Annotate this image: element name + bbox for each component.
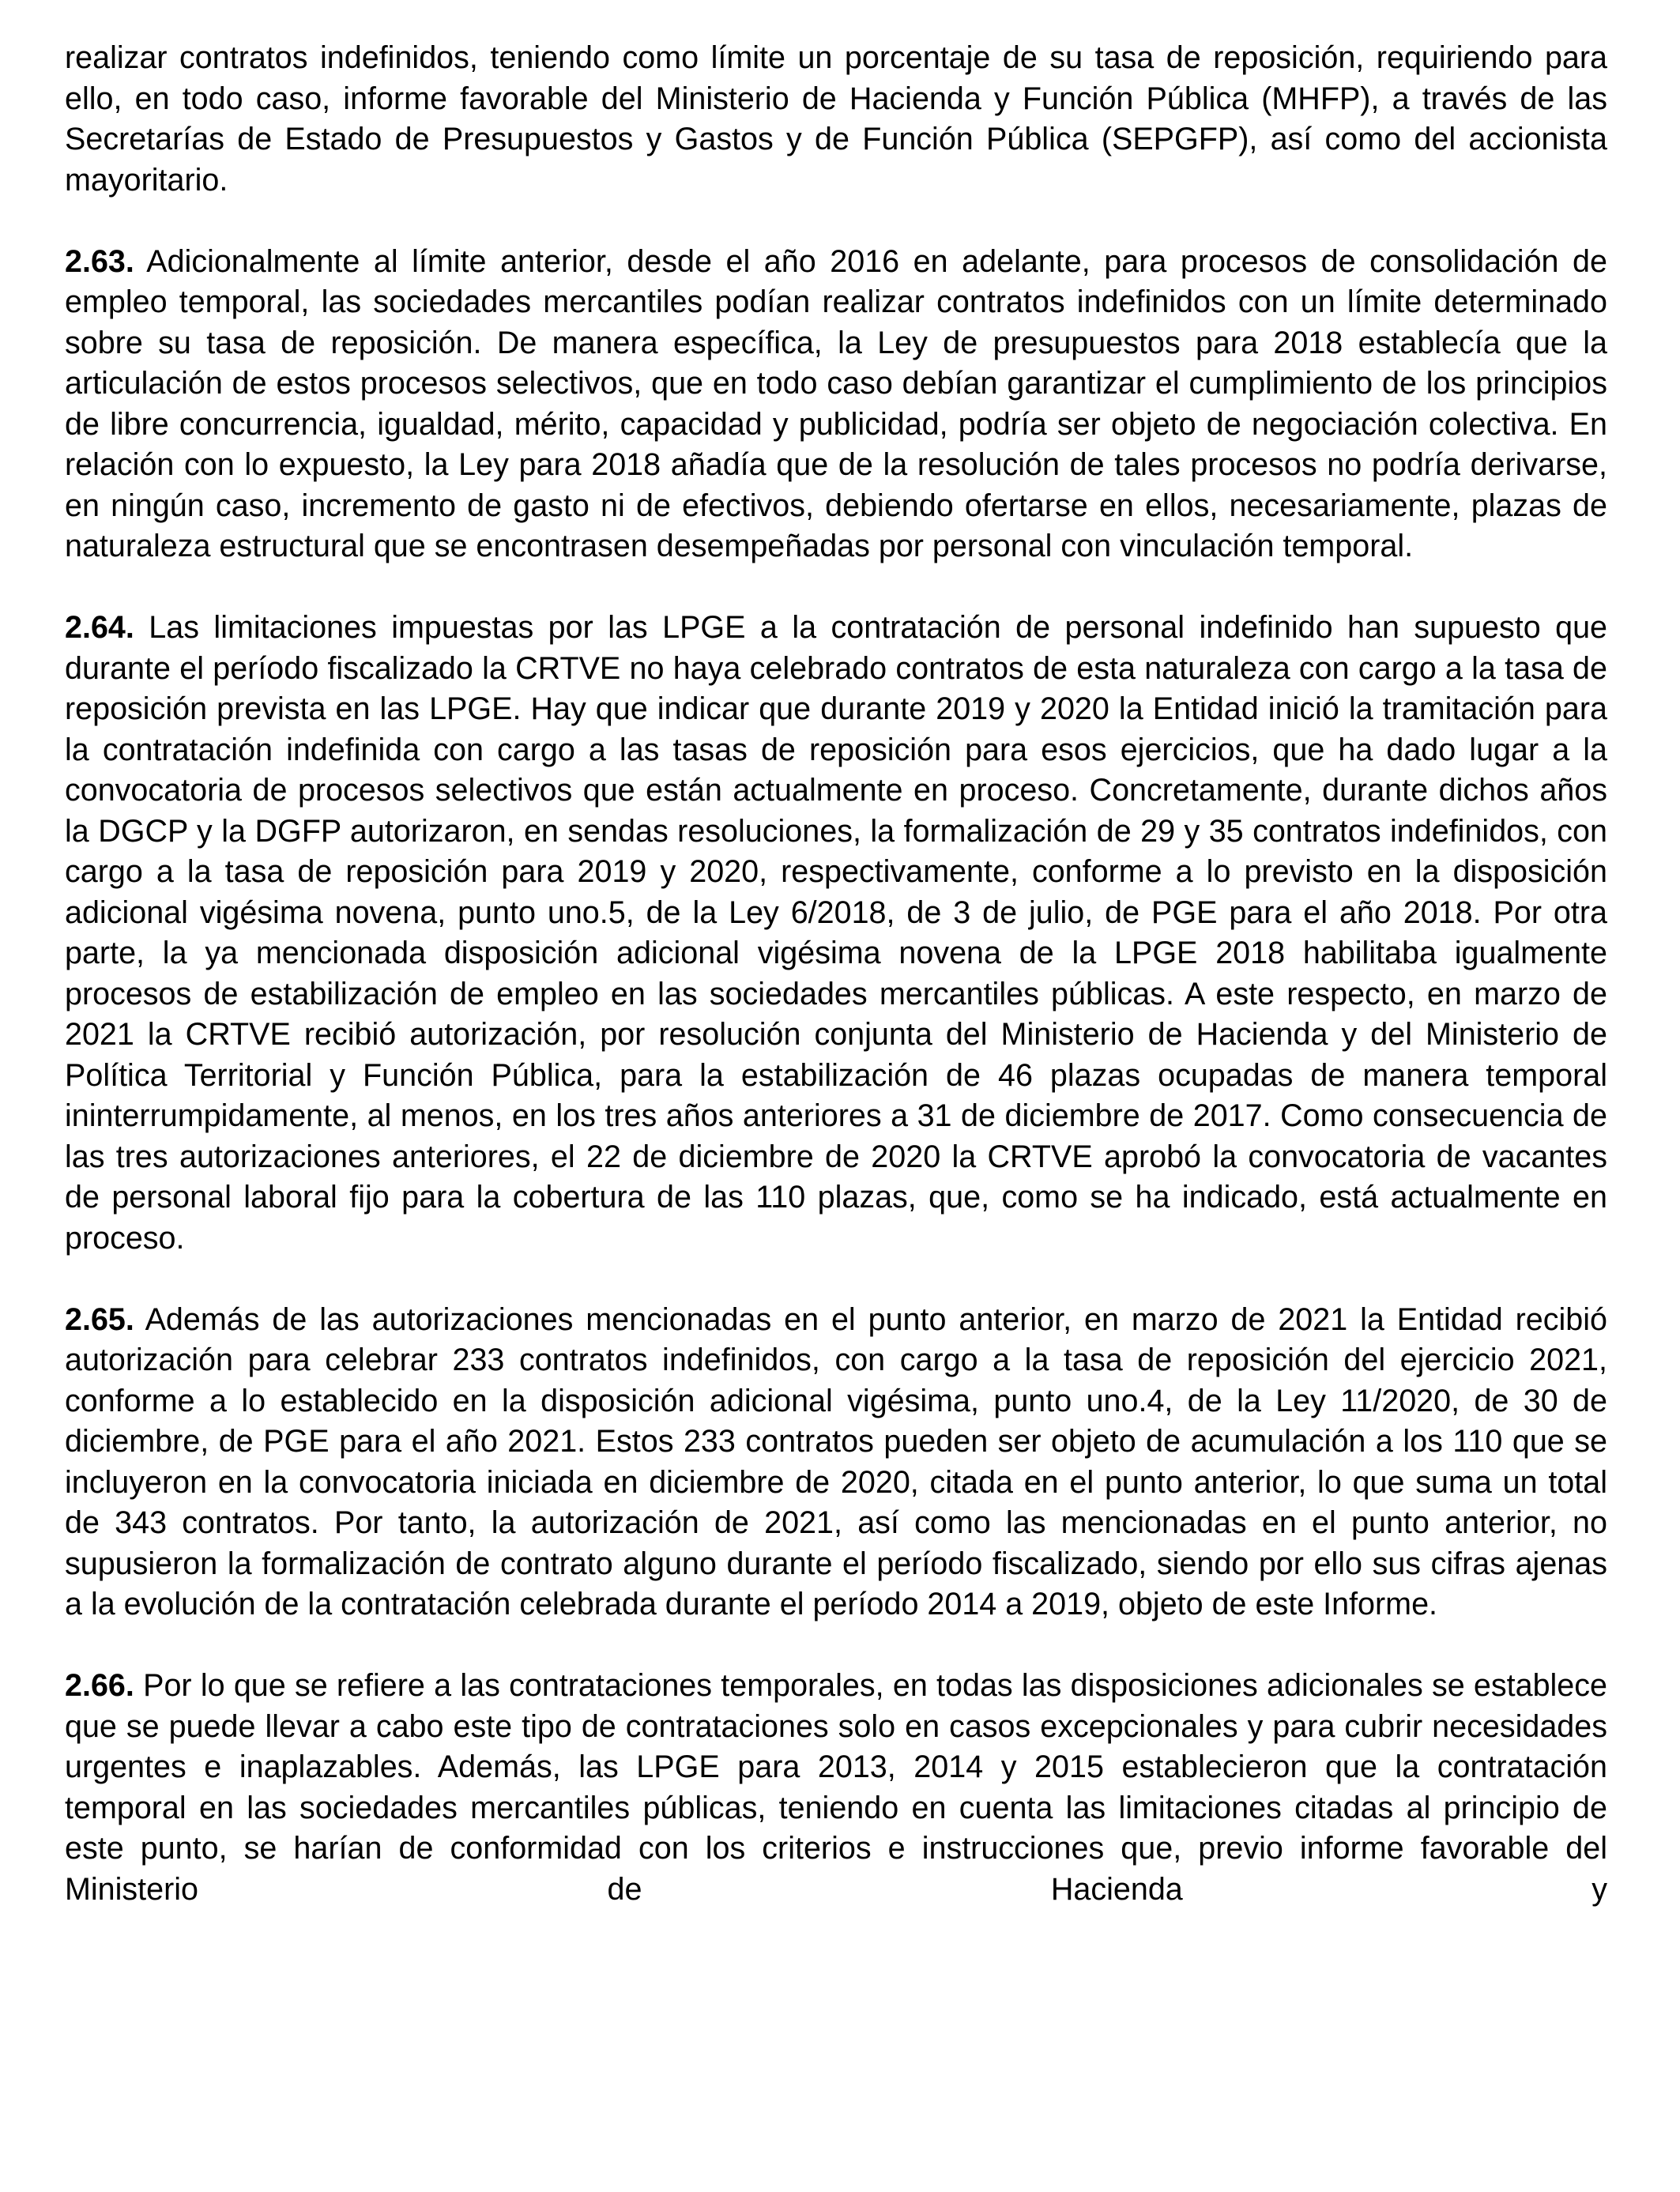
paragraph-number: 2.63. xyxy=(65,243,134,279)
paragraph-text: realizar contratos indefinidos, teniendo como límite un porcentaje de su tasa de reposición, requiriendo para ello, en todo caso, informe favorable del Ministerio de Hacienda y Función Pública (MHFP), a través de las Secretarías de Estado de Presupuestos y Gastos y de Función Pública (SEPGFP), así como del accionista mayoritario. xyxy=(65,40,1607,198)
paragraph-2-65 xyxy=(65,1300,1607,1625)
paragraph-text: Adicionalmente al límite anterior, desde el año 2016 en adelante, para procesos de consolidación de empleo temporal, las sociedades mercantiles podían realizar contratos indefinidos con un límite determinado sobre su tasa de reposición. De manera específica, la Ley de presupuestos para 2018 establecía que la articulación de estos procesos selectivos, que en todo caso debían garantizar el cumplimiento de los principios de libre concurrencia, igualdad, mérito, capacidad y publicidad, podría ser objeto de negociación colectiva. En relación con lo expuesto, la Ley para 2018 añadía que de la resolución de tales procesos no podría derivarse, en ningún caso, incremento de gasto ni de efectivos, debiendo ofertarse en ellos, necesariamente, plazas de naturaleza estructural que se encontrasen desempeñadas por personal con vinculación temporal. xyxy=(65,243,1607,563)
paragraph-text: Las limitaciones impuestas por las LPGE a la contratación de personal indefinido han supuesto que durante el período fiscalizado la CRTVE no haya celebrado contratos de esta naturaleza con cargo a la tasa de reposición prevista en las LPGE. Hay que indicar que durante 2019 y 2020 la Entidad inició la tramitación para la contratación indefinida con cargo a las tasas de reposición para esos ejercicios, que ha dado lugar a la convocatoria de procesos selectivos que están actualmente en proceso. Concretamente, durante dichos años la DGCP y la DGFP autorizaron, en sendas resoluciones, la formalización de 29 y 35 contratos indefinidos, con cargo a la tasa de reposición para 2019 y 2020, respectivamente, conforme a lo previsto en la disposición adicional vigésima novena, punto uno.5, de la Ley 6/2018, de 3 de julio, de PGE para el año 2018. Por otra parte, la ya mencionada disposición adicional vigésima novena de la LPGE 2018 habilitaba igualmente procesos de estabilización de empleo en las sociedades mercantiles públicas. A este respecto, en marzo de 2021 la CRTVE recibió autorización, por resolución conjunta del Ministerio de Hacienda y del Ministerio de Política Territorial y Función Pública, para la estabilización de 46 plazas ocupadas de manera temporal ininterrumpidamente, al menos, en los tres años anteriores a 31 de diciembre de 2017. Como consecuencia de las tres autorizaciones anteriores, el 22 de diciembre de 2020 la CRTVE aprobó la convocatoria de vacantes de personal laboral fijo para la cobertura de las 110 plazas, que, como se ha indicado, está actualmente en proceso. xyxy=(65,610,1607,1256)
paragraph-number: 2.66. xyxy=(65,1668,134,1703)
paragraph-text: Por lo que se refiere a las contrataciones temporales, en todas las disposiciones adicionales se establece que se puede llevar a cabo este tipo de contrataciones solo en casos excepcionales y para cubrir necesidades urgentes e inaplazables. Además, las LPGE para 2013, 2014 y 2015 establecieron que la contratación temporal en las sociedades mercantiles públicas, teniendo en cuenta las limitaciones citadas al principio de este punto, se harían de conformidad con los criterios e instrucciones que, previo informe favorable del Ministerio de Hacienda y xyxy=(65,1668,1607,1907)
paragraph-continuation xyxy=(65,38,1607,201)
paragraph-2-66 xyxy=(65,1666,1607,1910)
paragraph-text: Además de las autorizaciones mencionadas en el punto anterior, en marzo de 2021 la Entidad recibió autorización para celebrar 233 contratos indefinidos, con cargo a la tasa de reposición del ejercicio 2021, conforme a lo establecido en la disposición adicional vigésima, punto uno.4, de la Ley 11/2020, de 30 de diciembre, de PGE para el año 2021. Estos 233 contratos pueden ser objeto de acumulación a los 110 que se incluyeron en la convocatoria iniciada en diciembre de 2020, citada en el punto anterior, lo que suma un total de 343 contratos. Por tanto, la autorización de 2021, así como las mencionadas en el punto anterior, no supusieron la formalización de contrato alguno durante el período fiscalizado, siendo por ello sus cifras ajenas a la evolución de la contratación celebrada durante el período 2014 a 2019, objeto de este Informe. xyxy=(65,1301,1607,1621)
paragraph-number: 2.64. xyxy=(65,610,134,645)
document-page xyxy=(65,38,1607,1910)
paragraph-number: 2.65. xyxy=(65,1301,134,1337)
paragraph-2-63 xyxy=(65,242,1607,567)
paragraph-2-64 xyxy=(65,608,1607,1259)
